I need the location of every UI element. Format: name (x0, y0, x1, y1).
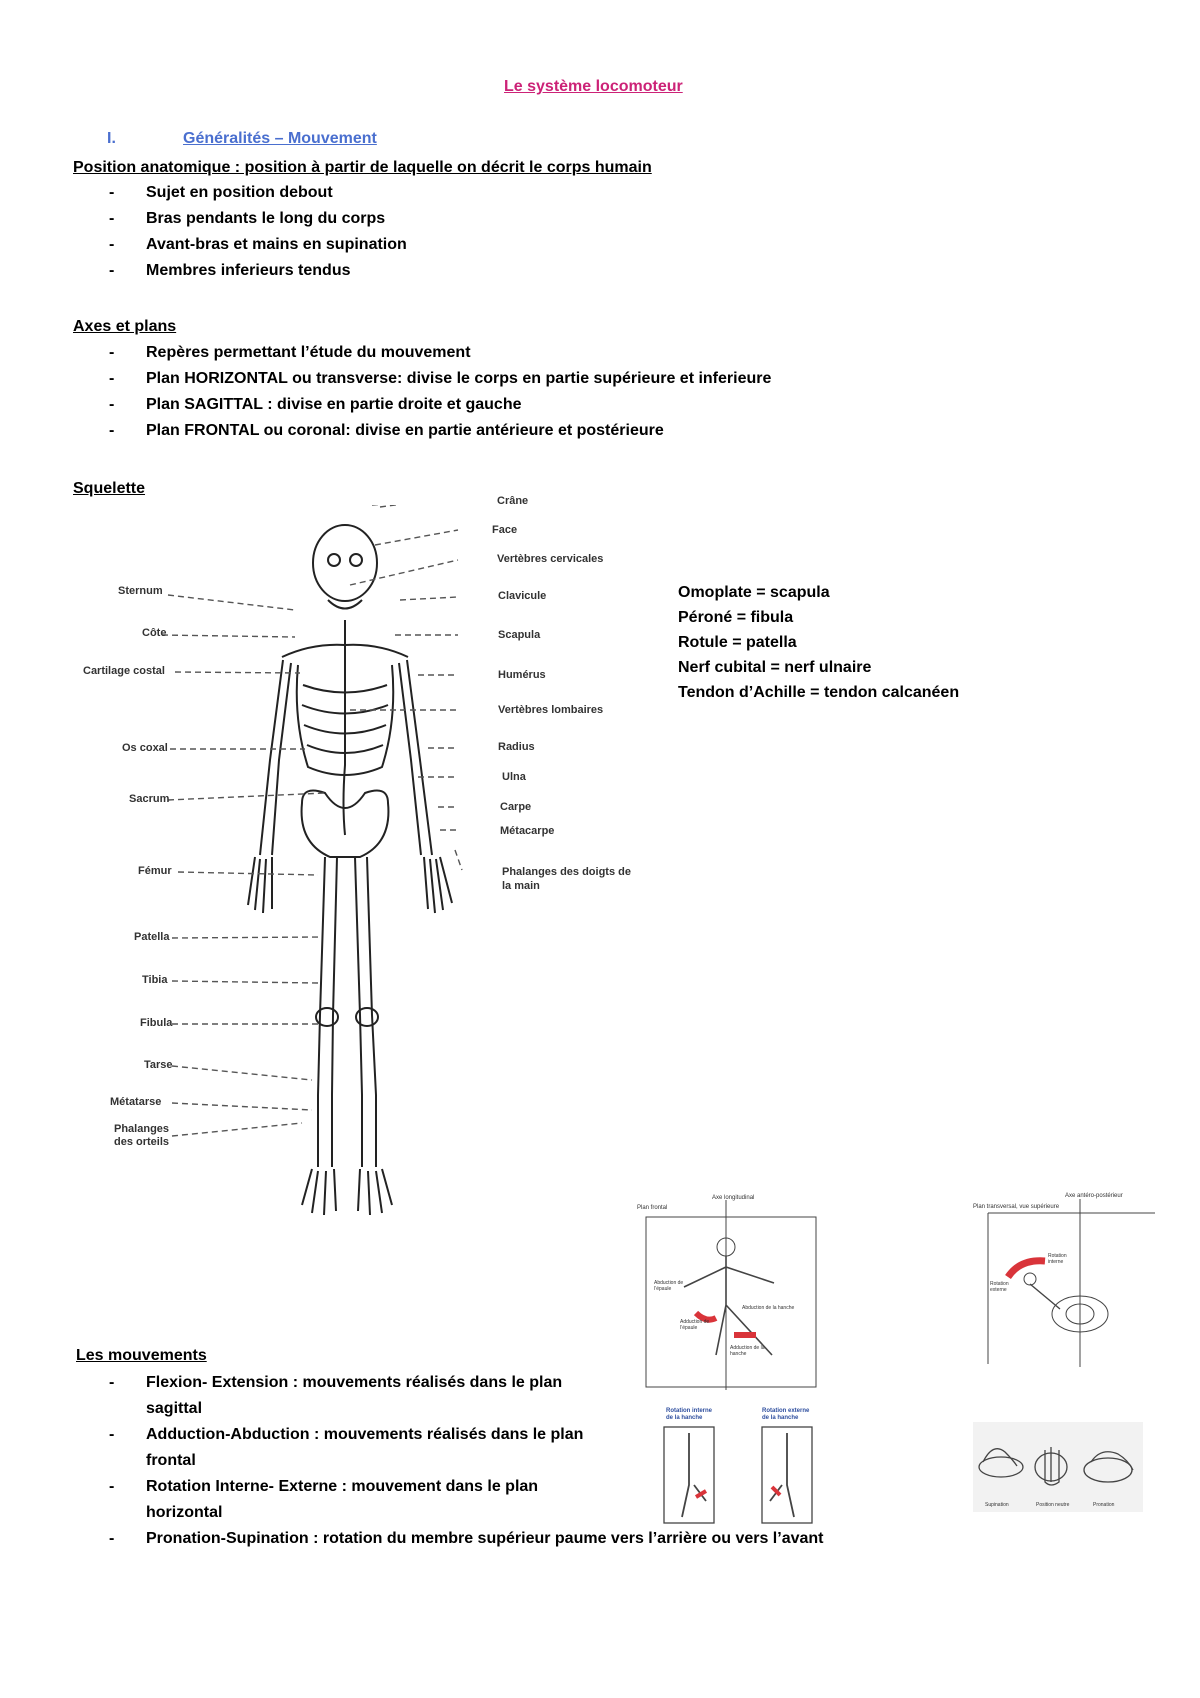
synonym-line: Péroné = fibula (678, 609, 794, 626)
label-clavicule: Clavicule (498, 590, 547, 602)
position-list (109, 180, 407, 284)
frontal-plane-drawing (634, 1195, 824, 1390)
fig-frontal-label-4: Adduction de la hanche (730, 1345, 765, 1357)
label-face: Face (492, 524, 518, 536)
label-humerus: Humérus (498, 669, 546, 681)
fig-rotation-right: Rotation externe de la hanche (762, 1408, 810, 1421)
label-vertebres-lombaires: Vertèbres lombaires (498, 704, 604, 716)
fig-frontal-label-1: Abduction de l’épaule (654, 1280, 684, 1292)
list-item: - Adduction-Abduction : mouvements réalisés dans le plan frontal (109, 1426, 584, 1469)
fig-transverse-axis: Axe antéro-postérieur (1065, 1193, 1123, 1199)
section-heading: Généralités – Mouvement (183, 130, 377, 147)
label-carpe: Carpe (500, 801, 532, 813)
mouvements-list (109, 1370, 599, 1526)
fig-transverse-plan: Plan transversal, vue supérieure (973, 1204, 1060, 1210)
label-phalanges-orteils: Phalanges des orteils (114, 1123, 170, 1148)
label-sternum: Sternum (118, 585, 163, 597)
fig-prono-label-3: Pronation (1093, 1502, 1115, 1508)
label-tarse: Tarse (144, 1059, 173, 1071)
synonym-line: Nerf cubital = nerf ulnaire (678, 659, 872, 676)
list-item: - Rotation Interne- Externe : mouvement dans le plan horizontal (109, 1478, 539, 1521)
synonyms-block (678, 580, 959, 705)
list-item: - Plan SAGITTAL : divise en partie droite et gauche (109, 396, 522, 413)
label-sacrum: Sacrum (129, 793, 170, 805)
label-fibula: Fibula (140, 1017, 173, 1029)
label-os-coxal: Os coxal (122, 742, 168, 754)
hip-rotation-figure (634, 1405, 824, 1527)
axes-list (109, 340, 771, 444)
fig-frontal-label-2: Adduction de l’épaule (680, 1319, 710, 1331)
transverse-plane-figure (970, 1189, 1160, 1369)
list-item: - Pronation-Supination : rotation du membre supérieur paume vers l’arrière ou vers l’avant (109, 1530, 824, 1547)
fig-prono-label-2: Position neutre (1036, 1502, 1070, 1508)
skeleton-figure (50, 495, 660, 1260)
label-cartilage: Cartilage costal (83, 665, 165, 677)
label-radius: Radius (498, 741, 535, 753)
list-item: - Avant-bras et mains en supination (109, 236, 407, 253)
label-scapula: Scapula (498, 629, 541, 641)
section-number: I. (107, 130, 116, 147)
label-tibia: Tibia (142, 974, 168, 986)
fig-frontal-axis: Axe longitudinal (712, 1195, 755, 1201)
synonym-line: Omoplate = scapula (678, 584, 830, 601)
page-title: Le système locomoteur (504, 78, 683, 95)
label-cote: Côte (142, 627, 167, 639)
label-metatarse: Métatarse (110, 1096, 162, 1108)
label-femur: Fémur (138, 865, 172, 877)
pronation-drawing (973, 1422, 1143, 1512)
fig-prono-label-1: Supination (985, 1502, 1009, 1508)
mouvements-heading: Les mouvements (76, 1347, 207, 1364)
position-heading: Position anatomique : position à partir de laquelle on décrit le corps humain (73, 159, 652, 176)
label-vertebres-cervicales: Vertèbres cervicales (497, 553, 604, 565)
label-phalanges-doigts: Phalanges des doigts de la main (502, 866, 631, 892)
fig-frontal-plan: Plan frontal (637, 1205, 668, 1211)
hip-rotation-drawing (634, 1405, 824, 1527)
list-item: - Sujet en position debout (109, 184, 333, 201)
list-item: - Repères permettant l’étude du mouvement (109, 344, 471, 361)
fig-transverse-label-2: Rotation externe (990, 1281, 1009, 1293)
frontal-plane-figure (634, 1195, 824, 1390)
list-item: - Plan FRONTAL ou coronal: divise en partie antérieure et postérieure (109, 422, 664, 439)
pronation-figure (973, 1422, 1143, 1512)
synonym-line: Rotule = patella (678, 634, 797, 651)
label-crane: Crâne (497, 495, 529, 507)
list-item: - Bras pendants le long du corps (109, 210, 386, 227)
label-patella: Patella (134, 931, 170, 943)
fig-transverse-label-1: Rotation interne (1048, 1253, 1067, 1265)
list-item: - Membres inferieurs tendus (109, 262, 351, 279)
label-metacarpe: Métacarpe (500, 825, 555, 837)
fig-frontal-label-3: Abduction de la hanche (742, 1305, 795, 1311)
transverse-plane-drawing (970, 1189, 1160, 1369)
label-ulna: Ulna (502, 771, 526, 783)
squelette-heading: Squelette (73, 480, 146, 497)
mouvements-list-last (109, 1526, 1009, 1552)
synonym-line: Tendon d’Achille = tendon calcanéen (678, 684, 960, 701)
fig-rotation-left: Rotation interne de la hanche (666, 1408, 712, 1421)
list-item: - Plan HORIZONTAL ou transverse: divise le corps en partie supérieure et inferieure (109, 370, 772, 387)
list-item: - Flexion- Extension : mouvements réalisés dans le plan sagittal (109, 1374, 563, 1417)
axes-heading: Axes et plans (73, 318, 177, 335)
